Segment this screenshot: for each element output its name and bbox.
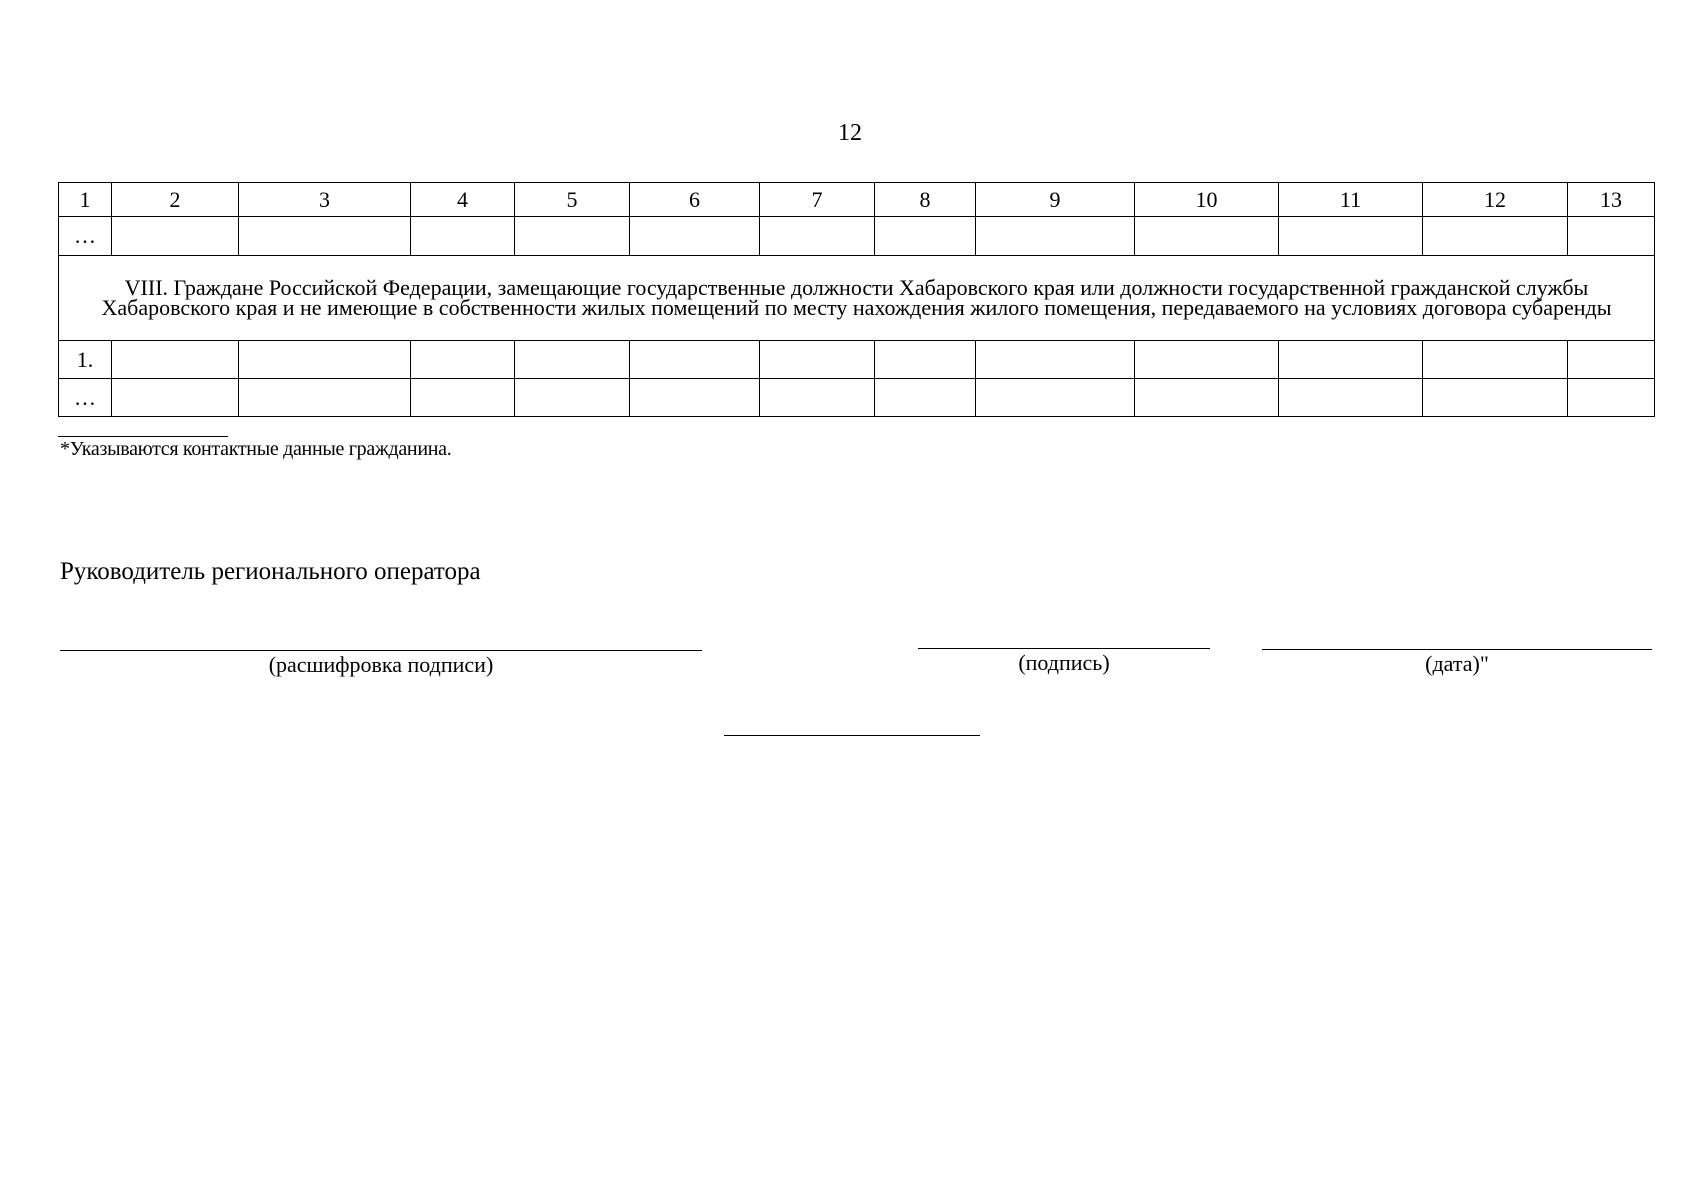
table-cell	[630, 341, 760, 379]
table-row	[59, 341, 1655, 379]
table-cell	[112, 217, 239, 256]
table-cell	[515, 341, 630, 379]
table-cell	[760, 217, 875, 256]
table-cell	[1568, 341, 1655, 379]
table-cell	[630, 379, 760, 417]
table-cell	[1568, 217, 1655, 256]
table-cell	[411, 217, 515, 256]
table-cell	[875, 217, 976, 256]
signature-caption: (подпись)	[1018, 650, 1110, 675]
section-row	[59, 256, 1655, 341]
column-number-13: 13	[1568, 183, 1655, 217]
table-cell	[1568, 379, 1655, 417]
column-number-3: 3	[239, 183, 411, 217]
table-cell	[1423, 379, 1568, 417]
row-index: 1.	[59, 341, 112, 379]
column-number-row	[59, 183, 1655, 217]
table-cell	[630, 217, 760, 256]
column-number-6: 6	[630, 183, 760, 217]
footnote-divider	[58, 436, 228, 437]
applicants-table	[58, 182, 1655, 417]
decryption-line	[60, 650, 702, 651]
section-title: VIII. Граждане Российской Федерации, замещающие государственные должности Хабаровского края или должности государственной гражданской службы Хабаровского края и не имеющие в собственности жилых помещений по месту нахождения жилого помещения, передаваемого на условиях договора субаренды	[59, 256, 1655, 341]
table-cell	[515, 379, 630, 417]
signatory-title: Руководитель регионального оператора	[60, 558, 481, 585]
column-number-4: 4	[411, 183, 515, 217]
row-index: …	[59, 379, 112, 417]
table-cell	[112, 379, 239, 417]
page-number: 12	[838, 120, 862, 146]
table-cell	[515, 217, 630, 256]
end-divider	[724, 735, 980, 736]
date-line	[1262, 649, 1652, 650]
table-cell	[239, 379, 411, 417]
table-cell	[411, 341, 515, 379]
table-cell	[976, 341, 1135, 379]
column-number-7: 7	[760, 183, 875, 217]
column-number-2: 2	[112, 183, 239, 217]
row-index: …	[59, 217, 112, 256]
table-cell	[976, 379, 1135, 417]
column-number-5: 5	[515, 183, 630, 217]
table-cell	[1279, 341, 1423, 379]
column-number-10: 10	[1135, 183, 1279, 217]
table-cell	[1423, 217, 1568, 256]
table-cell	[411, 379, 515, 417]
table-cell	[1279, 379, 1423, 417]
column-number-12: 12	[1423, 183, 1568, 217]
column-number-11: 11	[1279, 183, 1423, 217]
table-cell	[760, 341, 875, 379]
decryption-caption: (расшифровка подписи)	[268, 652, 494, 677]
table-cell	[1135, 217, 1279, 256]
signature-line	[918, 648, 1210, 649]
table-cell	[875, 341, 976, 379]
table-cell	[112, 341, 239, 379]
table-cell	[875, 379, 976, 417]
table-cell	[976, 217, 1135, 256]
column-number-1: 1	[59, 183, 112, 217]
table-cell	[1135, 379, 1279, 417]
table-cell	[1423, 341, 1568, 379]
date-caption: (дата)"	[1425, 651, 1489, 676]
table-cell	[1135, 341, 1279, 379]
table-row	[59, 217, 1655, 256]
column-number-8: 8	[875, 183, 976, 217]
table-cell	[1279, 217, 1423, 256]
column-number-9: 9	[976, 183, 1135, 217]
table-cell	[239, 341, 411, 379]
table-cell	[760, 379, 875, 417]
table-cell	[239, 217, 411, 256]
footnote: *Указываются контактные данные гражданина.	[60, 438, 452, 460]
table-row	[59, 379, 1655, 417]
